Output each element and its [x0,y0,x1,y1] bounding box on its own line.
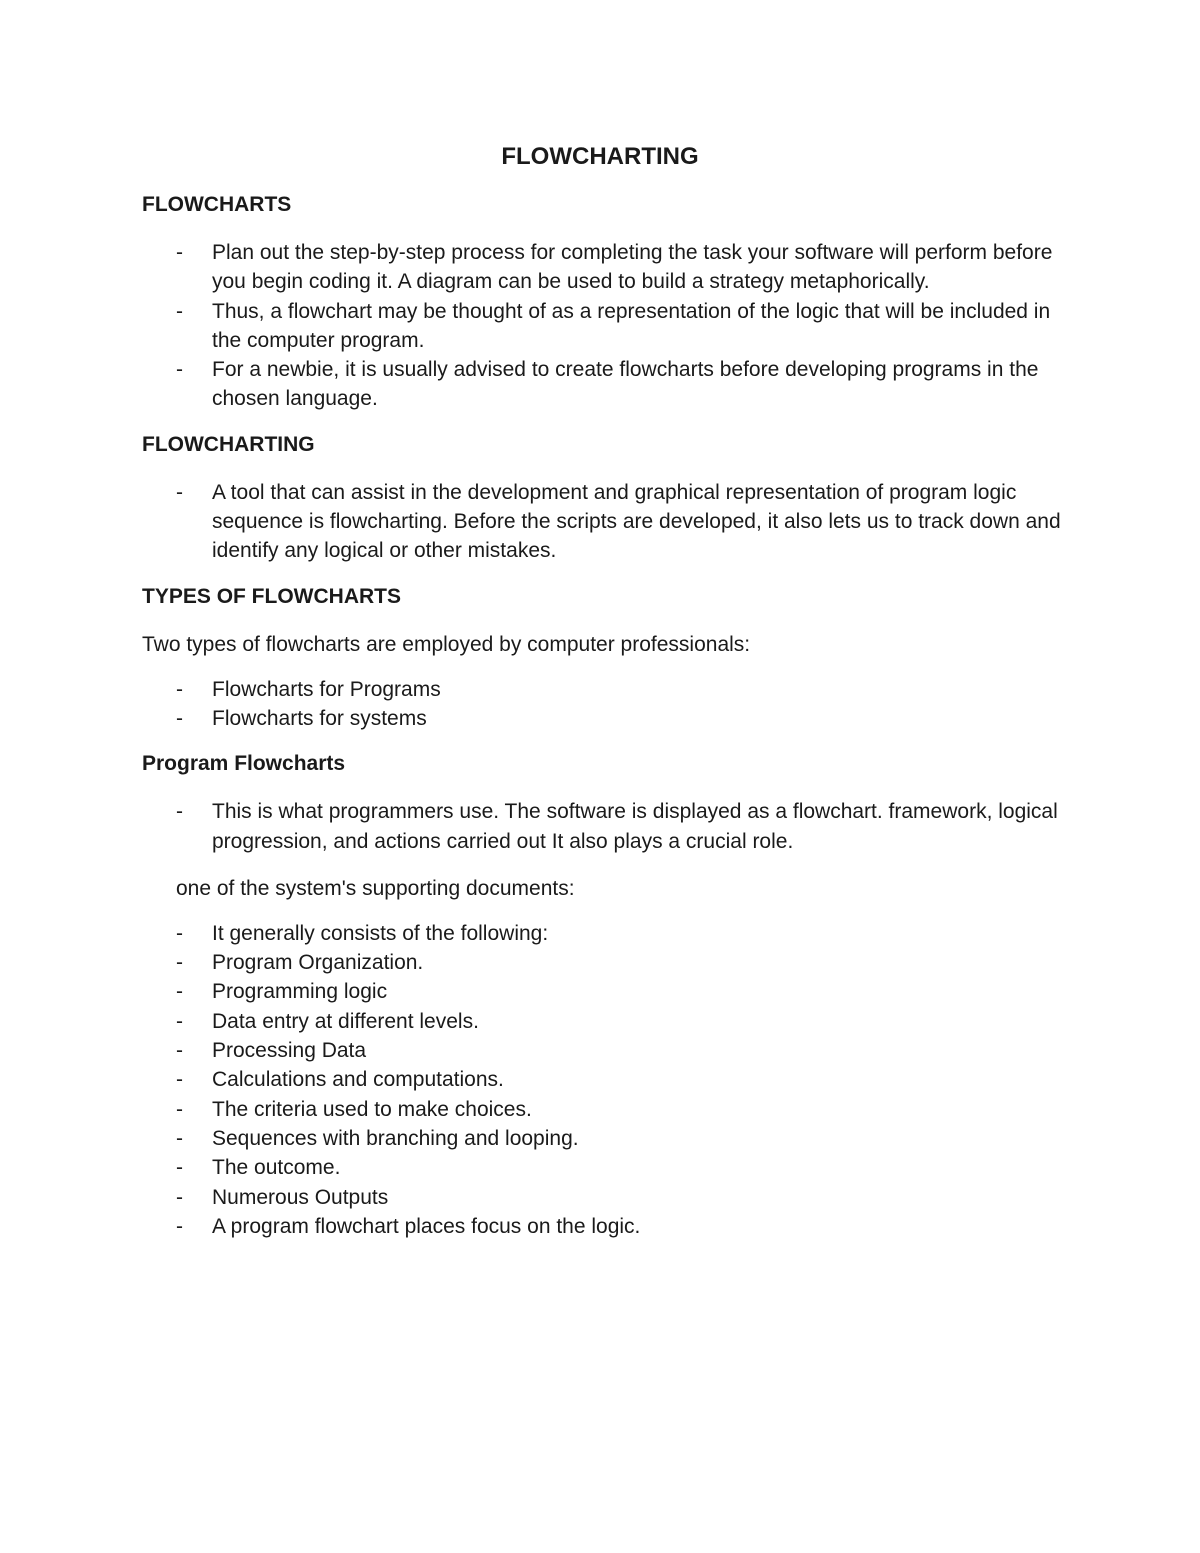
bullet-dash: - [176,241,183,264]
section-types [142,584,1072,734]
list-item [142,675,1072,704]
list-item [142,238,1072,297]
bullet-dash: - [176,1185,183,1209]
section-note: one of the system's supporting documents: [176,876,575,900]
bullet-dash: - [176,800,183,824]
list-item-text: Programming logic [212,980,388,1004]
list-item-text: Data entry at different levels. [212,1009,479,1033]
list-item-text: A program flowchart places focus on the logic. [212,1214,641,1238]
list-item [142,1212,1072,1241]
bullet-dash: - [176,1068,183,1092]
bullet-dash: - [176,980,183,1004]
list-item [142,1095,1072,1124]
list-item [142,1124,1072,1153]
bullet-dash: - [176,921,183,945]
bullet-list [142,919,1072,1241]
list-item [142,919,1072,948]
list-item [142,355,1072,414]
bullet-dash: - [176,1097,183,1121]
list-item-text: Thus, a flowchart may be thought of as a representation of the logic that will be included in the computer program. [212,299,1051,352]
section-heading: FLOWCHARTS [142,193,292,216]
list-item-text: Processing Data [212,1039,367,1063]
section-heading: FLOWCHARTING [142,432,315,456]
bullet-list [142,478,1072,566]
list-item [142,948,1072,977]
section-heading: Program Flowcharts [142,752,346,776]
list-item-text: The outcome. [212,1156,341,1180]
list-item-text: Flowcharts for Programs [212,677,441,701]
bullet-dash: - [176,1039,183,1063]
list-item-text: Sequences with branching and looping. [212,1126,579,1150]
list-item-text: Plan out the step-by-step process for completing the task your software will perform before you begin coding it. A diagram can be used to build a strategy metaphorically. [212,241,1053,294]
list-item-text: Program Organization. [212,951,424,975]
list-item [142,297,1072,356]
list-item-text: A tool that can assist in the development and graphical representation of program logic sequence is flowcharting. Before the scripts are developed, it also lets us to track down and identify any logical or other mistakes. [212,480,1061,563]
section-flowcharts [142,192,1072,414]
list-item [142,1007,1072,1036]
list-item [142,1153,1072,1182]
list-item-text: The criteria used to make choices. [212,1097,532,1121]
bullet-dash: - [176,706,183,730]
section-program-flowcharts [142,751,1072,1241]
bullet-list [142,797,1072,856]
document-body [142,192,1072,1259]
bullet-dash: - [176,951,183,975]
list-item-text: Numerous Outputs [212,1185,389,1209]
list-item [142,797,1072,856]
bullet-dash: - [176,299,183,323]
bullet-dash: - [176,677,183,701]
list-item-text: Calculations and computations. [212,1068,504,1092]
list-item [142,704,1072,733]
list-item [142,478,1072,566]
section-heading: TYPES OF FLOWCHARTS [142,584,401,608]
list-item [142,1065,1072,1094]
list-item [142,977,1072,1006]
bullet-dash: - [176,1214,183,1238]
bullet-dash: - [176,1156,183,1180]
bullet-dash: - [176,1126,183,1150]
document-title: FLOWCHARTING [501,143,699,170]
list-item-text: Flowcharts for systems [212,706,427,730]
list-item-text: For a newbie, it is usually advised to create flowcharts before developing programs in the chosen language. [212,358,1039,411]
list-item-text: It generally consists of the following: [212,921,549,945]
bullet-list [142,675,1072,734]
bullet-list [142,238,1072,414]
section-intro: Two types of flowcharts are employed by computer professionals: [142,632,751,656]
list-item [142,1183,1072,1212]
bullet-dash: - [176,1009,183,1033]
list-item-text: This is what programmers use. The software is displayed as a flowchart. framework, logical progression, and actions carried out It also plays a crucial role. [212,800,1058,853]
section-flowcharting [142,432,1072,566]
bullet-dash: - [176,358,183,382]
list-item [142,1036,1072,1065]
bullet-dash: - [176,480,183,504]
